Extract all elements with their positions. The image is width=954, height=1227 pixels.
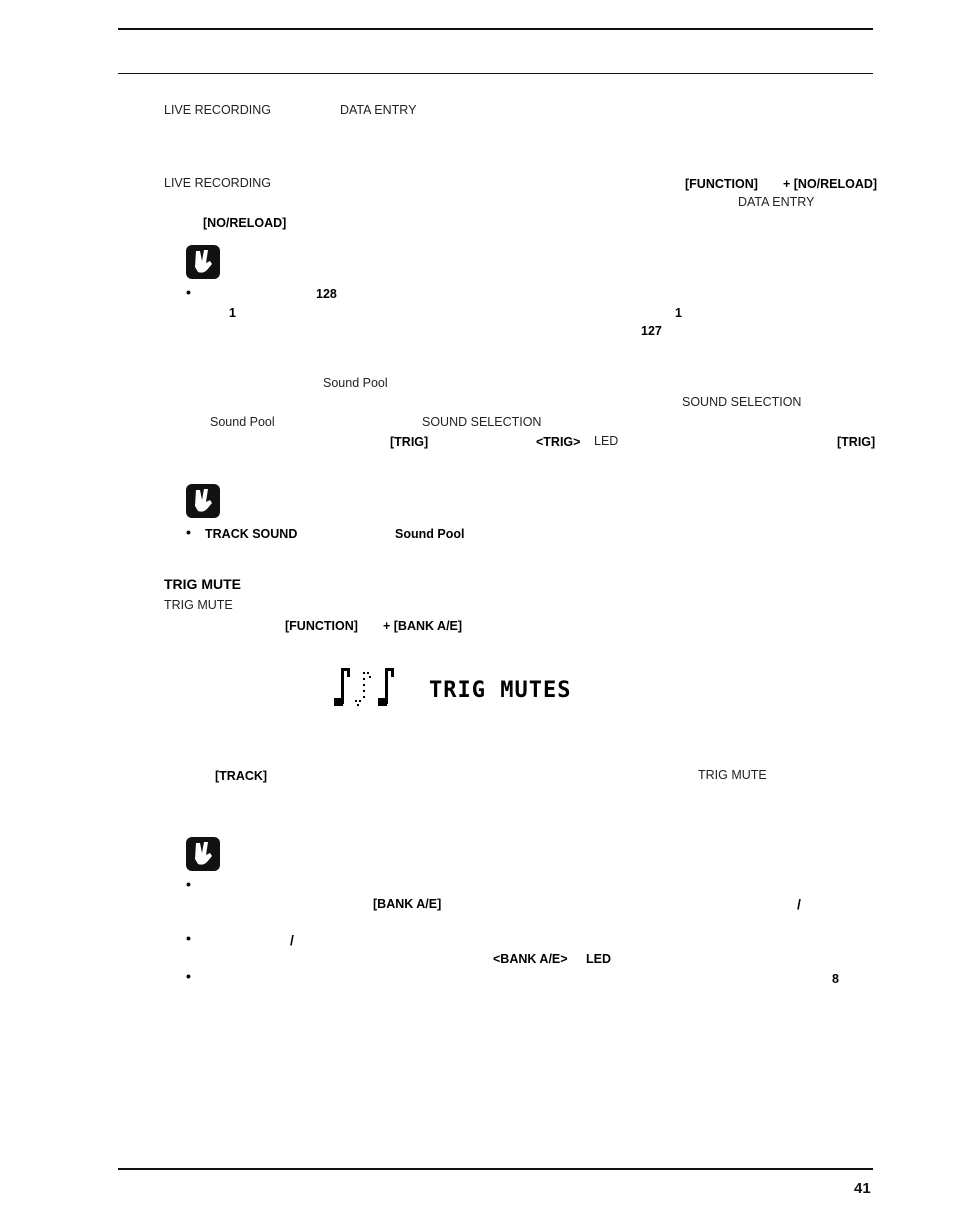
text-sound-pool-bold: Sound Pool [395,527,465,541]
text-sound-selection-2: SOUND SELECTION [422,415,542,429]
hand-tip-icon [186,245,220,279]
text-data-entry-2: DATA ENTRY [738,195,815,209]
lcd-screen [333,666,593,710]
text-sound-selection: SOUND SELECTION [682,395,802,409]
header-rule-bottom [118,73,873,74]
key-no-reload: + [NO/RELOAD] [783,177,878,191]
slash: / [797,896,801,912]
key-function-2: [FUNCTION] [285,619,358,633]
key-trig: [TRIG] [390,435,429,449]
slash-2: / [290,932,294,948]
text-led: LED [594,434,619,448]
text-track-sound: TRACK SOUND [205,527,298,541]
hand-tip-icon [186,484,220,518]
text-live-recording-2: LIVE RECORDING [164,176,271,190]
value-1: 1 [229,306,236,320]
value-127: 127 [641,324,662,338]
header-rule-top [118,28,873,30]
text-sound-pool-2: Sound Pool [210,415,275,429]
value-1-b: 1 [675,306,682,320]
text-data-entry: DATA ENTRY [340,103,417,117]
text-sound-pool: Sound Pool [323,376,388,390]
trig-mute-notes-icon [333,666,403,710]
text-trig-mute-2: TRIG MUTE [698,768,767,782]
bullet: • [186,524,191,540]
page-number: 41 [854,1180,871,1197]
bullet: • [186,876,191,892]
value-8: 8 [832,972,839,986]
value-128: 128 [316,287,337,301]
key-function: [FUNCTION] [685,177,758,191]
hand-tip-icon [186,837,220,871]
key-bank-ae: + [BANK A/E] [383,619,463,633]
text-led-bold: LED [586,952,611,966]
bullet: • [186,284,191,300]
lcd-text: TRIG MUTES [429,678,572,703]
text-live-recording: LIVE RECORDING [164,103,271,117]
footer-rule [118,1168,873,1170]
key-bank-ae-led: <BANK A/E> [493,952,568,966]
key-track: [TRACK] [215,769,268,783]
key-bank-ae-2: [BANK A/E] [373,897,442,911]
key-trig-led: <TRIG> [536,435,581,449]
bullet: • [186,930,191,946]
key-no-reload-2: [NO/RELOAD] [203,216,287,230]
bullet: • [186,968,191,984]
text-trig-mute: TRIG MUTE [164,598,233,612]
section-heading: TRIG MUTE [164,576,241,592]
key-trig-2: [TRIG] [837,435,876,449]
